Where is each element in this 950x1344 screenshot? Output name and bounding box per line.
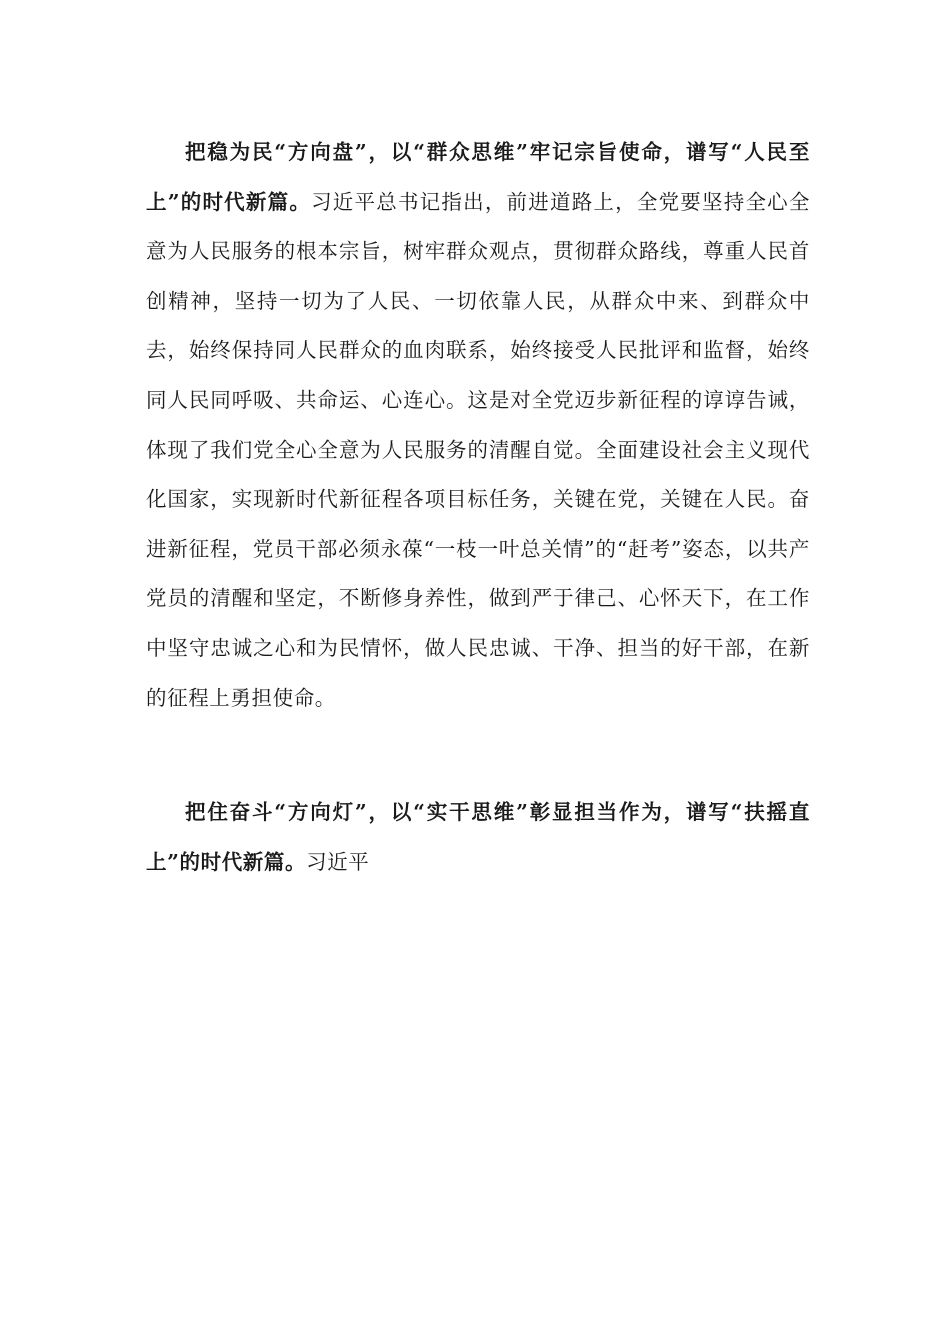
- paragraph-body-text: 习近平总书记指出，前进道路上，全党要坚持全心全意为人民服务的根本宗旨，树牢群众观点，贯彻群众路线，尊重人民首创精神，坚持一切为了人民、一切依靠人民，从群众中来、到群众中去，始终保持同人民群众的血肉联系，始终接受人民批评和监督，始终同人民同呼吸、共命运、心连心。这是对全党迈步新征程的谆谆告诫，体现了我们党全心全意为人民服务的清醒自觉。全面建设社会主义现代化国家，实现新时代新征程各项目标任务，关键在党，关键在人民。奋进新征程，党员干部必须永葆“一枝一叶总关情”的“赶考”姿态，以共产党员的清醒和坚定，不断修身养性，做到严于律己、心怀天下，在工作中坚守忠诚之心和为民情怀，做人民忠诚、干净、担当的好干部，在新的征程上勇担使命。: [146, 189, 810, 710]
- paragraph-lead-sentence: 把稳为民“方向盘”，以“群众思维”牢记宗旨使命，谱写“人民至上”的时代新篇。: [146, 140, 810, 214]
- paragraph-lead-sentence: 把住奋斗“方向灯”，以“实干思维”彰显担当作为，谱写“扶摇直上”的时代新篇。: [146, 800, 810, 874]
- paragraph-people-first: [146, 128, 810, 723]
- paragraph-body-text: 习近平: [306, 849, 370, 874]
- paragraph-hard-work: [146, 788, 810, 887]
